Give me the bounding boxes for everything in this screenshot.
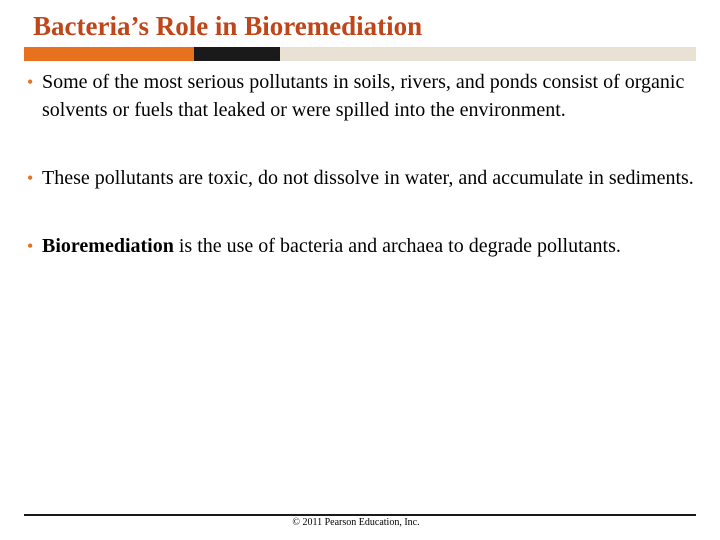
- slide-title: Bacteria’s Role in Bioremediation: [33, 11, 423, 41]
- bioremediation-term: Bioremediation: [42, 235, 174, 257]
- title-underline-light: [280, 47, 696, 61]
- title-underline-orange: [24, 47, 194, 61]
- bullet-icon: •: [27, 72, 34, 92]
- bullet-text: Some of the most serious pollutants in soils, rivers, and ponds consist of organic solvents or fuels that leaked or were spilled into the environment.: [42, 71, 685, 121]
- title-underline-dark: [194, 47, 280, 61]
- bullet-item-pollutants-sources: [27, 68, 699, 124]
- bullet-text: is the use of bacteria and archaea to degrade pollutants.: [173, 235, 621, 257]
- bullet-text: These pollutants are toxic, do not dissolve in water, and accumulate in sediments.: [42, 167, 694, 189]
- footer-rule: [24, 514, 696, 516]
- bullet-icon: •: [27, 168, 34, 188]
- bullet-list: [27, 68, 699, 260]
- copyright-notice: © 2011 Pearson Education, Inc.: [292, 517, 420, 528]
- bullet-item-pollutants-properties: [27, 164, 699, 192]
- bullet-icon: •: [27, 236, 34, 256]
- bullet-item-bioremediation-definition: [27, 232, 699, 260]
